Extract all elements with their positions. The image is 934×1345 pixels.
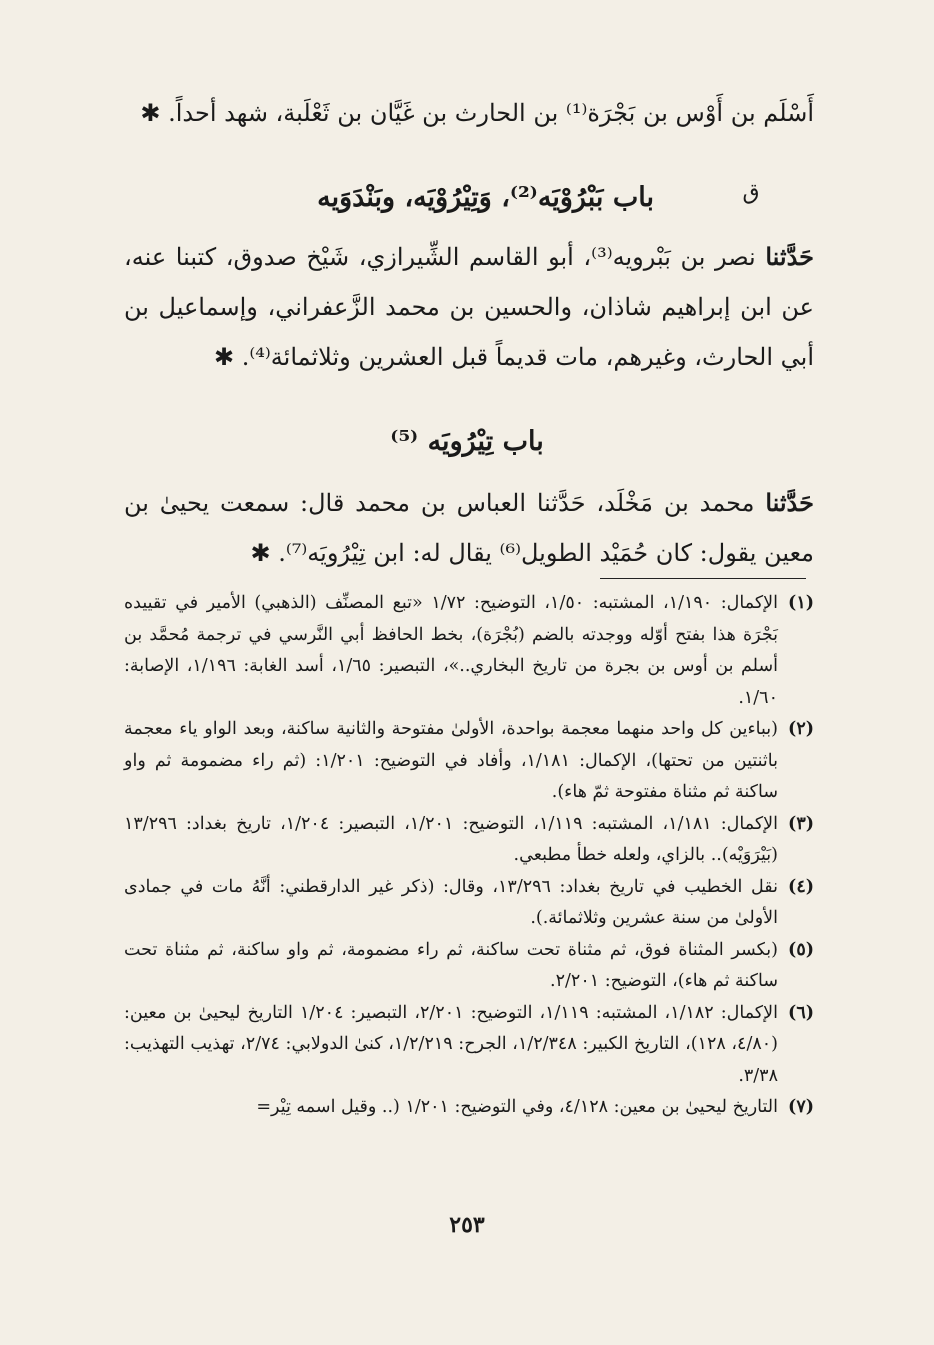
footnote: [124, 998, 814, 1093]
footnote: [124, 588, 814, 714]
footnote-text: نقل الخطيب في تاريخ بغداد: ١٣/٢٩٦، وقال: (ذكر غير الدارقطني: أنَّهُ مات في جمادى الأولىٰ من سنة عشرين وثلاثمائة.).: [124, 876, 778, 928]
footnote: [124, 1092, 814, 1124]
footnote-number: (٦): [788, 1002, 814, 1023]
section-heading-1: باب بَبْرُوْيَه⁽²⁾، وَتِيْرُوْيَه، وبَنْدَوَيه: [317, 182, 654, 213]
paragraph-lead-word: حَدَّثنا: [765, 242, 814, 271]
footnote-text: (بباءين كل واحد منهما معجمة بواحدة، الأولىٰ مفتوحة والثانية ساكنة، وبعد الواو ياء معجمة باثنتين من تحتها)، الإكمال: ١/١٨١، وأفاد في التوضيح: ١/٢٠١: (ثم راء مضمومة ثم واو ساكنة ثم مثناة مفتوحة ثمّ هاء).: [124, 719, 778, 802]
footnote-number: (٢): [788, 719, 814, 739]
paragraph-text: محمد بن مَخْلَد، حَدَّثنا العباس بن محمد قال: سمعت يحيىٰ بن معين يقول: كان حُمَيْد الطويل⁽⁶⁾ يقال له: ابن تِيْرُويَه⁽⁷⁾. ✱: [124, 489, 814, 567]
footnote: [124, 935, 814, 998]
paragraph-text: نصر بن بَبْرويه⁽³⁾، أبو القاسم الشِّيرازي، شَيْخ صدوق، كتبنا عنه، عن ابن إبراهيم شاذان، والحسين بن محمد الزَّعفراني، وإسماعيل بن أبي الحارث، وغيرهم، مات قديماً قبل العشرين وثلاثمائة⁽⁴⁾. ✱: [124, 243, 814, 371]
footnote: [124, 872, 814, 935]
footnote: [124, 809, 814, 872]
page-number: ٢٥٣: [449, 1212, 485, 1238]
footnote-text: التاريخ ليحيىٰ بن معين: ٤/١٢٨، وفي التوضيح: ١/٢٠١ (.. وقيل اسمه تِيْر=: [256, 1097, 778, 1117]
footnote-text: الإكمال: ١/١٨١، المشتبه: ١/١١٩، التوضيح: ١/٢٠١، التبصير: ١/٢٠٤، تاريخ بغداد: ١٣/٢٩٦ (بَيْرَوَيْه).. بالزاي، ولعله خطأ مطبعي.: [124, 813, 779, 865]
section-marker: ق: [742, 180, 760, 205]
footnote-text: الإكمال: ١/١٨٢، المشتبه: ١/١١٩، التوضيح: ٢/٢٠١، التبصير: ١/٢٠٤ التاريخ ليحيىٰ بن معين: (٤/٨٠، ١٢٨)، التاريخ الكبير: ١/٢/٣٤٨، الجرح: ١/٢/٢١٩، كنىٰ الدولابي: ٢/٧٤، تهذيب التهذيب: ٣/٣٨.: [124, 1002, 778, 1086]
body-paragraph-1: [124, 88, 814, 138]
paragraph-lead-word: حَدَّثنا: [765, 488, 814, 517]
footnote-number: (٤): [788, 876, 814, 897]
paragraph-text: أَسْلَم بن أَوْس بن بَجْرَة⁽¹⁾ بن الحارث بن غَيَّان بن ثَعْلَبة، شهد أحداً. ✱: [140, 99, 814, 127]
footnote: [124, 714, 814, 809]
footnote-number: (١): [788, 593, 814, 613]
body-paragraph-2: [124, 232, 814, 382]
footnote-number: (٥): [788, 939, 814, 960]
footnotes: [124, 588, 814, 1124]
footnote-number: (٣): [788, 813, 814, 834]
footnote-text: (بكسر المثناة فوق، ثم مثناة تحت ساكنة، ثم راء مضمومة، ثم واو ساكنة، ثم مثناة تحت ساكنة ثم هاء)، التوضيح: ٢/٢٠١.: [124, 939, 778, 991]
footnote-divider: [600, 578, 806, 579]
section-heading-2: باب تِيْرُويَه ⁽⁵⁾: [390, 426, 544, 457]
footnote-text: الإكمال: ١/١٩٠، المشتبه: ١/٥٠، التوضيح: ١/٧٢ «تبع المصنِّف (الذهبي) الأمير في تقييده بَجْرَة هذا بفتح أوّله ووجدته بالضم (بُجْرَة)، بخط الحافظ أبي النَّرسي في ترجمة مُحمَّد بن أسلم بن أوس بن بجرة من تاريخ البخاري..»، التبصير: ١/٦٥، أسد الغابة: ١/١٩٦، الإصابة: ١/٦٠.: [124, 593, 778, 708]
footnote-number: (٧): [788, 1097, 814, 1117]
body-paragraph-3: [124, 478, 814, 578]
